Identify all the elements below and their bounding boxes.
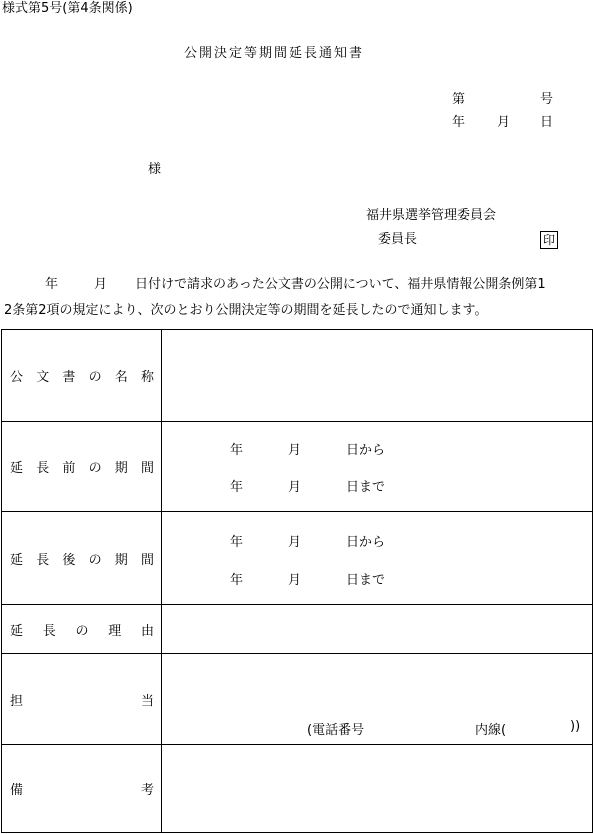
- doc-date-day: 日: [540, 115, 554, 130]
- label-char: 間: [140, 461, 154, 476]
- body-line-2: 2条第2項の規定により、次のとおり公開決定等の期間を延長したので通知します。: [4, 303, 488, 318]
- body-line-1: [4, 274, 590, 295]
- seal-stamp: 印: [540, 231, 558, 249]
- document-title: 公開決定等期間延長通知書: [184, 46, 365, 61]
- body-line-1-text: 日付けで請求のあった公文書の公開について、福井県情報公開条例第1: [135, 277, 546, 292]
- period-after-to-line: [162, 569, 592, 588]
- period-before-field[interactable]: [162, 422, 593, 512]
- label-char: 当: [140, 693, 154, 709]
- addressee-suffix: 様: [148, 162, 162, 177]
- body-paragraph: [4, 274, 590, 321]
- label-char: 期: [114, 461, 128, 476]
- table-row-extension-reason: [2, 605, 593, 654]
- date-day-to-word: 日まで: [346, 573, 386, 588]
- label-char: の: [88, 461, 102, 476]
- label-char: 延: [10, 552, 24, 568]
- closing-parens: )): [570, 719, 581, 734]
- period-before-to-line: [162, 476, 592, 495]
- doc-date-year: 年: [452, 115, 466, 130]
- date-year-word: 年: [230, 535, 244, 550]
- label-char: 担: [10, 693, 24, 709]
- table-row-contact-person: [2, 654, 593, 745]
- date-month-word: 月: [288, 443, 302, 458]
- date-day-from-word: 日から: [346, 443, 386, 458]
- label-char: 長: [36, 461, 50, 476]
- sender-title: 委員長: [378, 232, 418, 247]
- label-char: 延: [10, 461, 24, 476]
- extension-label: 内線(: [475, 723, 507, 738]
- extension-details-table: [1, 329, 593, 833]
- period-after-from-line: [162, 531, 592, 550]
- form-number-label: 様式第5号(第4条関係): [2, 1, 133, 16]
- label-char: の: [88, 370, 102, 385]
- date-day-to-word: 日まで: [346, 480, 386, 495]
- label-char: 考: [140, 783, 154, 798]
- doc-number-dai: 第: [452, 92, 466, 107]
- date-year-word: 年: [230, 443, 244, 458]
- table-row-remarks: [2, 745, 593, 833]
- label-cell-period-before: [2, 422, 162, 512]
- sender-organization: 福井県選挙管理委員会: [366, 208, 497, 223]
- date-day-from-word: 日から: [346, 535, 386, 550]
- label-cell-extension-reason: [2, 605, 162, 654]
- body-date-year: 年: [45, 277, 59, 292]
- phone-number-label: (電話番号: [307, 723, 365, 738]
- label-char: 前: [62, 461, 76, 476]
- label-char: 備: [10, 783, 24, 798]
- doc-number-go: 号: [540, 92, 554, 107]
- date-month-word: 月: [288, 480, 302, 495]
- label-char: の: [88, 552, 102, 568]
- date-year-word: 年: [230, 573, 244, 588]
- period-before-from-line: [162, 439, 592, 458]
- extension-reason-field[interactable]: [162, 605, 593, 654]
- label-char: 長: [36, 552, 50, 568]
- label-char: の: [75, 623, 89, 639]
- label-char: 期: [114, 552, 128, 568]
- label-char: 公: [10, 370, 24, 385]
- date-month-word: 月: [288, 573, 302, 588]
- date-month-word: 月: [288, 535, 302, 550]
- document-name-field[interactable]: [162, 330, 593, 422]
- table-row-document-name: [2, 330, 593, 422]
- label-char: 称: [140, 370, 154, 385]
- label-cell-document-name: [2, 330, 162, 422]
- label-cell-remarks: [2, 745, 162, 833]
- label-char: 理: [108, 623, 122, 639]
- doc-date-month: 月: [497, 115, 511, 130]
- contact-phone-line: [162, 719, 592, 738]
- period-after-field[interactable]: [162, 512, 593, 605]
- contact-person-field[interactable]: [162, 654, 593, 745]
- date-year-word: 年: [230, 480, 244, 495]
- label-char: 延: [10, 623, 24, 639]
- label-char: 長: [42, 623, 56, 639]
- remarks-field[interactable]: [162, 745, 593, 833]
- label-char: 由: [140, 623, 154, 639]
- body-date-month: 月: [94, 277, 108, 292]
- table-row-period-after: [2, 512, 593, 605]
- label-cell-period-after: [2, 512, 162, 605]
- label-char: 書: [62, 370, 76, 385]
- label-char: 名: [114, 370, 128, 385]
- label-char: 後: [62, 552, 76, 568]
- label-cell-contact-person: [2, 654, 162, 745]
- label-char: 間: [140, 552, 154, 568]
- table-row-period-before: [2, 422, 593, 512]
- label-char: 文: [36, 370, 50, 385]
